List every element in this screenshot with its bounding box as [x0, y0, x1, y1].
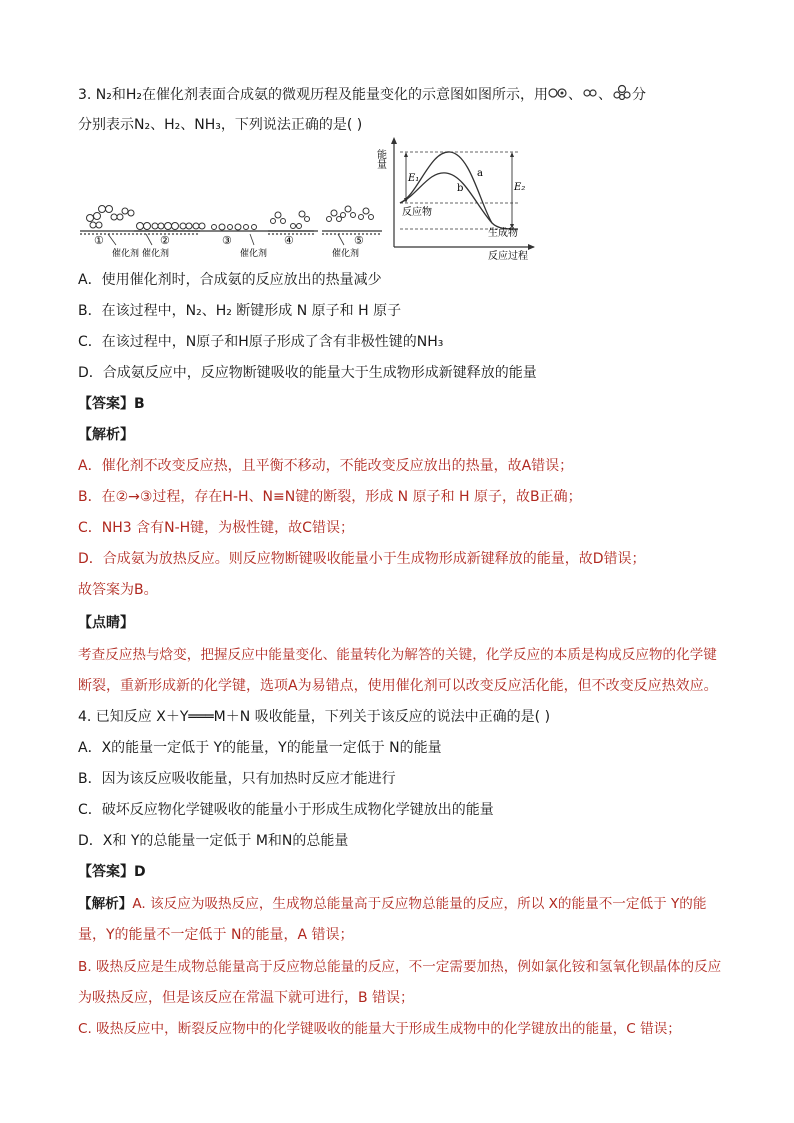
q4-analysis-a-line-2: 量，Y的能量不一定低于 N的能量，A 错误；	[78, 927, 354, 943]
q3-analysis-c: C．NH3 含有N-H键，为极性键，故C错误；	[78, 520, 354, 536]
q4-analysis-title: 【解析】	[78, 896, 133, 912]
q4-analysis-a-line-1: 【解析】A. 该反应为吸热反应，生成物总能量高于反应物总能量的反应，所以 X的能量不一定低于 Y的能	[78, 896, 707, 912]
n2-molecule-icon	[548, 85, 568, 105]
q4-option-b: B．因为该反应吸收能量，只有加热时反应才能进行	[78, 771, 396, 787]
e2-label: E₂	[514, 182, 526, 193]
q3-option-a: A．使用催化剂时，合成氨的反应放出的热量减少	[78, 272, 382, 288]
q3-option-d: D．合成氨反应中，反应物断键吸收的能量大于生成物形成新键释放的能量	[78, 365, 537, 381]
h2-molecule-icon	[582, 85, 598, 105]
q3-analysis-title: 【解析】	[78, 427, 134, 443]
stage-1-molecules	[87, 206, 135, 229]
q3-intro-line-2: 分别表示N₂、H₂、NH₃，下列说法正确的是( )	[78, 117, 363, 133]
energy-axis-label: 能量	[374, 149, 386, 169]
q3-option-c: C．在该过程中，N原子和H原子形成了含有非极性键的NH₃	[78, 334, 444, 350]
q4-analysis-b-line-2: 为吸热反应，但是该反应在常温下就可进行，B 错误；	[78, 990, 415, 1006]
q3-conclusion: 故答案为B。	[78, 582, 158, 598]
nh3-molecule-icon	[612, 84, 632, 106]
stage-3-atoms	[212, 224, 257, 230]
catalyst-label-4: 催化剂	[332, 249, 360, 259]
catalyst-label-3: 催化剂	[240, 249, 268, 259]
q4-stem: 4. 已知反应 X＋Y═══M＋N 吸收能量，下列关于该反应的说法中正确的是( )	[78, 709, 551, 725]
curve-a-label: a	[477, 168, 483, 179]
q3-intro-line-1: 3. N₂和H₂在催化剂表面合成氨的微观历程及能量变化的示意图如图所示，用 、 、 分	[78, 84, 646, 106]
q4-option-a: A．X的能量一定低于 Y的能量，Y的能量一定低于 N的能量	[78, 740, 442, 756]
stage-4-molecules	[271, 211, 310, 229]
x-axis-label: 反应过程	[488, 251, 528, 261]
stage-5-molecules	[327, 206, 374, 222]
catalyst-label-2: 催化剂	[142, 249, 170, 259]
step-label-2: ②	[160, 234, 170, 247]
q3-analysis-d: D．合成氨为放热反应。则反应物断键吸收能量小于生成物形成新键释放的能量，故D错误；	[78, 551, 646, 567]
q3-tip-line-1: 考查反应热与焓变，把握反应中能量变化、能量转化为解答的关键，化学反应的本质是构成反应物的化学键	[78, 647, 717, 663]
step-label-1: ①	[94, 234, 104, 247]
step-label-5: ⑤	[354, 234, 364, 247]
e1-label: E₁	[408, 173, 420, 184]
q3-tip-line-2: 断裂，重新形成新的化学键，选项A为易错点，使用催化剂可以改变反应活化能，但不改变反应热效应。	[78, 678, 718, 694]
step-label-3: ③	[222, 234, 232, 247]
reaction-diagram	[78, 135, 538, 261]
q3-tip-title: 【点睛】	[78, 615, 134, 631]
q3-analysis-a: A．催化剂不改变反应热，且平衡不移动，不能改变反应放出的热量，故A错误；	[78, 458, 574, 474]
q4-option-d: D．X和 Y的总能量一定低于 M和N的总能量	[78, 833, 349, 849]
step-label-4: ④	[284, 234, 294, 247]
q3-option-b: B．在该过程中，N₂、H₂ 断键形成 N 原子和 H 原子	[78, 303, 402, 319]
stage-2-molecules	[137, 223, 206, 230]
q3-answer: 【答案】B	[78, 396, 145, 412]
product-label: 生成物	[488, 228, 518, 239]
catalyst-label-1: 催化剂	[112, 249, 140, 259]
q4-analysis-c: C. 吸热反应中，断裂反应物中的化学键吸收的能量大于形成生成物中的化学键放出的能量，C 错误；	[78, 1021, 681, 1037]
q4-answer: 【答案】D	[78, 864, 146, 880]
q4-analysis-b-line-1: B. 吸热反应是生成物总能量高于反应物总能量的反应，不一定需要加热，例如氯化铵和氢氧化钡晶体的反应	[78, 959, 722, 975]
q4-option-c: C．破坏反应物化学键吸收的能量小于形成生成物化学键放出的能量	[78, 802, 494, 818]
curve-b-label: b	[457, 183, 464, 194]
reactant-label: 反应物	[402, 207, 432, 218]
q3-analysis-b: B．在②→③过程，存在H-H、N≡N键的断裂，形成 N 原子和 H 原子，故B正确；	[78, 489, 582, 505]
